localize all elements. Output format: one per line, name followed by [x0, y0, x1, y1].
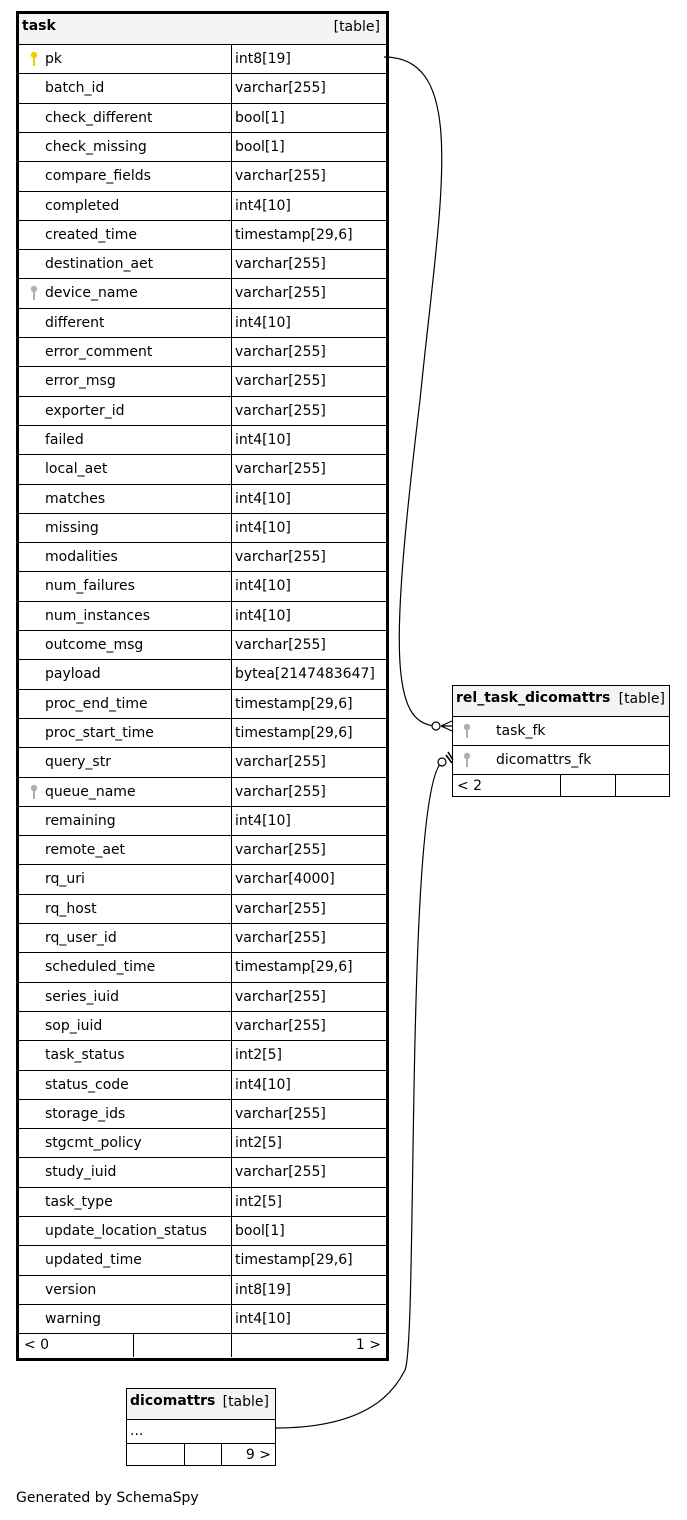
task-column-type: varchar[255] — [235, 754, 326, 771]
task-column-type: bool[1] — [235, 109, 285, 126]
task-table-name: task — [22, 18, 56, 34]
task-footer-right: 1 > — [355, 1337, 381, 1354]
task-column-name: pk — [45, 51, 62, 67]
rel-footer-left: < 2 — [457, 778, 483, 794]
task-column-name: version — [45, 1281, 97, 1298]
task-column-name: sop_iuid — [45, 1017, 103, 1034]
task-column-type: int4[10] — [235, 197, 291, 214]
task-column-name: series_iuid — [45, 988, 119, 1005]
dicom-footer-right: 9 > — [245, 1447, 271, 1463]
task-column-name: local_aet — [45, 461, 108, 478]
task-column-type: int4[10] — [235, 431, 291, 448]
task-column-name: update_location_status — [45, 1223, 207, 1239]
task-column-type: varchar[255] — [235, 1164, 326, 1181]
task-column-type: bool[1] — [235, 138, 285, 155]
task-column-name: error_msg — [45, 373, 116, 390]
task-column-name: warning — [45, 1310, 102, 1327]
task-table-kind: [table] — [333, 19, 380, 35]
task-column-name: failed — [45, 431, 84, 448]
task-column-name: task_status — [45, 1047, 125, 1064]
task-column-type: varchar[255] — [235, 930, 326, 946]
task-column-type: int4[10] — [235, 812, 291, 829]
task-column-name: status_code — [45, 1076, 129, 1093]
task-footer-left: < 0 — [24, 1337, 50, 1354]
rel-column-name: task_fk — [496, 723, 546, 739]
task-column-name: updated_time — [45, 1252, 142, 1269]
zero-optional-marker-task-fk — [432, 722, 440, 730]
generated-by-label: Generated by SchemaSpy — [16, 1490, 199, 1506]
task-column-name: matches — [45, 490, 106, 507]
dicom-table-kind: [table] — [222, 1394, 269, 1410]
task-column-name: rq_uri — [45, 871, 85, 888]
task-column-name: proc_start_time — [45, 724, 154, 741]
task-column-type: timestamp[29,6] — [235, 1252, 353, 1269]
task-column-type: int4[10] — [235, 1076, 291, 1093]
task-column-name: storage_ids — [45, 1105, 126, 1122]
task-column-type: timestamp[29,6] — [235, 724, 353, 741]
task-column-type: varchar[255] — [235, 1017, 326, 1034]
task-column-type: varchar[255] — [235, 402, 326, 419]
task-column-type: varchar[255] — [235, 637, 326, 653]
task-column-type: int2[5] — [235, 1047, 282, 1064]
task-column-type: varchar[255] — [235, 168, 326, 185]
task-column-type: varchar[255] — [235, 80, 326, 97]
task-column-type: int4[10] — [235, 490, 291, 507]
task-column-name: missing — [45, 519, 99, 536]
task-column-type: varchar[255] — [235, 461, 326, 478]
task-column-type: varchar[255] — [235, 344, 326, 360]
task-column-type: varchar[255] — [235, 256, 326, 273]
relationship-task-pk-to-task-fk — [384, 57, 442, 726]
task-column-type: int4[10] — [235, 1310, 291, 1327]
rel-column-name: dicomattrs_fk — [496, 752, 592, 768]
rel-table-kind: [table] — [618, 691, 665, 707]
task-column-name: modalities — [45, 549, 118, 566]
task-column-name: proc_end_time — [45, 695, 148, 712]
task-column-type: varchar[255] — [235, 988, 326, 1005]
task-column-name: rq_host — [45, 900, 97, 917]
task-column-name: compare_fields — [45, 168, 151, 185]
task-column-type: int4[10] — [235, 578, 291, 595]
task-column-type: varchar[255] — [235, 1105, 326, 1122]
task-column-type: varchar[255] — [235, 285, 326, 302]
task-column-type: int2[5] — [235, 1135, 282, 1152]
task-column-name: payload — [45, 666, 101, 683]
task-column-type: int4[10] — [235, 607, 291, 624]
task-column-name: exporter_id — [45, 402, 125, 419]
crow-foot-dicomattrs-fk — [446, 752, 453, 763]
task-column-name: check_different — [45, 109, 153, 126]
task-column-type: bytea[2147483647] — [235, 666, 375, 683]
task-column-name: completed — [45, 197, 120, 214]
relationship-dicomattrs-to-dicomattrs-fk — [275, 763, 441, 1428]
dicom-table-name: dicomattrs — [130, 1393, 216, 1409]
task-column-type: varchar[255] — [235, 549, 326, 566]
task-column-name: num_instances — [45, 607, 150, 624]
task-column-type: int4[10] — [235, 519, 291, 536]
task-column-name: device_name — [45, 285, 138, 302]
task-column-type: bool[1] — [235, 1223, 285, 1239]
task-column-name: different — [45, 314, 105, 331]
task-column-type: timestamp[29,6] — [235, 226, 353, 243]
task-column-name: study_iuid — [45, 1164, 117, 1181]
task-column-type: timestamp[29,6] — [235, 959, 353, 976]
task-column-name: error_comment — [45, 344, 153, 360]
task-column-type: varchar[4000] — [235, 871, 335, 888]
task-column-name: scheduled_time — [45, 959, 156, 976]
task-column-name: rq_user_id — [45, 930, 117, 946]
task-column-name: queue_name — [45, 783, 136, 800]
task-column-name: destination_aet — [45, 256, 154, 273]
task-column-type: int2[5] — [235, 1193, 282, 1210]
task-column-type: varchar[255] — [235, 842, 326, 859]
task-column-name: created_time — [45, 226, 137, 243]
zero-optional-marker-dicomattrs-fk — [438, 758, 446, 766]
task-column-name: num_failures — [45, 578, 135, 595]
task-column-name: remote_aet — [45, 842, 126, 859]
task-column-type: varchar[255] — [235, 783, 326, 800]
task-column-type: varchar[255] — [235, 373, 326, 390]
task-column-name: batch_id — [45, 80, 105, 97]
task-column-name: query_str — [45, 754, 111, 771]
task-column-name: stgcmt_policy — [45, 1135, 142, 1152]
task-column-type: varchar[255] — [235, 900, 326, 917]
task-column-name: remaining — [45, 812, 116, 829]
task-column-name: check_missing — [45, 138, 147, 155]
task-column-type: int8[19] — [235, 51, 291, 67]
task-column-name: outcome_msg — [45, 637, 144, 653]
task-column-name: task_type — [45, 1193, 113, 1210]
dicom-ellipsis: ... — [130, 1423, 144, 1439]
task-column-type: timestamp[29,6] — [235, 695, 353, 712]
task-column-type: int4[10] — [235, 314, 291, 331]
rel-table-name: rel_task_dicomattrs — [456, 690, 611, 706]
crow-foot-task-fk — [441, 721, 452, 731]
task-column-type: int8[19] — [235, 1281, 291, 1298]
